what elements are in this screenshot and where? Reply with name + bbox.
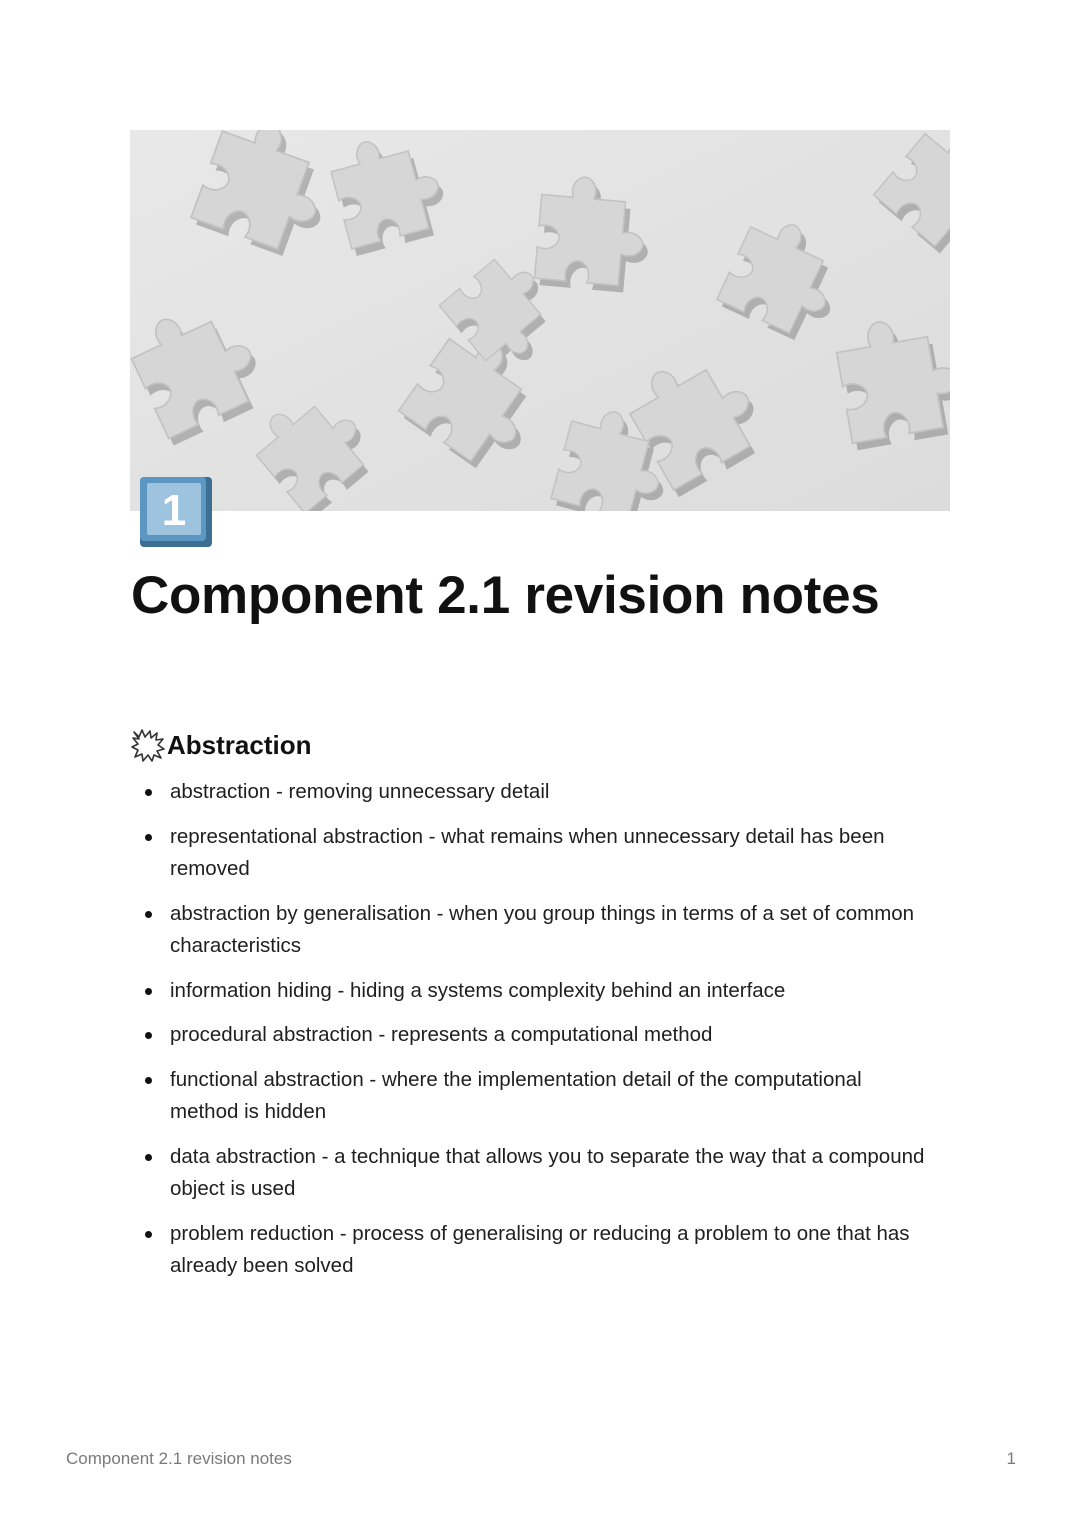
keycap-one-icon xyxy=(138,475,214,549)
page-number: 1 xyxy=(1006,1449,1016,1468)
list-item-text: information hiding - hiding a systems complexity behind an interface xyxy=(170,978,786,1002)
page-title: Component 2.1 revision notes xyxy=(131,566,880,625)
bullet-icon xyxy=(145,988,152,995)
section-heading xyxy=(130,728,311,762)
footer-title: Component 2.1 revision notes xyxy=(66,1449,292,1468)
list-item xyxy=(130,1218,930,1283)
keycap-digit: 1 xyxy=(161,486,187,535)
bullet-icon xyxy=(145,1154,152,1161)
list-item-text: functional abstraction - where the implementation detail of the computational method is hidden xyxy=(170,1067,862,1123)
bullet-icon xyxy=(145,1231,152,1238)
list-item-text: procedural abstraction - represents a computational method xyxy=(170,1023,713,1046)
bullet-list xyxy=(130,776,930,1295)
list-item-text: representational abstraction - what remains when unnecessary detail has been removed xyxy=(170,824,885,880)
list-item xyxy=(130,1064,930,1129)
list-item-text: data abstraction - a technique that allows you to separate the way that a compound object is used xyxy=(170,1144,925,1200)
list-item xyxy=(130,1019,930,1052)
bullet-icon xyxy=(145,834,152,841)
list-item xyxy=(130,1141,930,1206)
bullet-icon xyxy=(145,1032,152,1039)
bullet-icon xyxy=(145,911,152,918)
cover-image xyxy=(130,130,950,511)
list-item xyxy=(130,776,930,809)
list-item-text: problem reduction - process of generalising or reducing a problem to one that has already been solved xyxy=(170,1221,910,1277)
list-item-text: abstraction by generalisation - when you group things in terms of a set of common characteristics xyxy=(170,901,915,957)
bullet-icon xyxy=(145,789,152,796)
section-heading-label: Abstraction xyxy=(167,729,312,760)
anger-symbol-icon xyxy=(130,728,166,762)
list-item xyxy=(130,898,930,963)
bullet-icon xyxy=(145,1077,152,1084)
list-item-text: abstraction - removing unnecessary detail xyxy=(170,780,550,803)
puzzle-pieces-illustration xyxy=(130,130,950,511)
list-item xyxy=(130,975,930,1008)
list-item xyxy=(130,821,930,886)
